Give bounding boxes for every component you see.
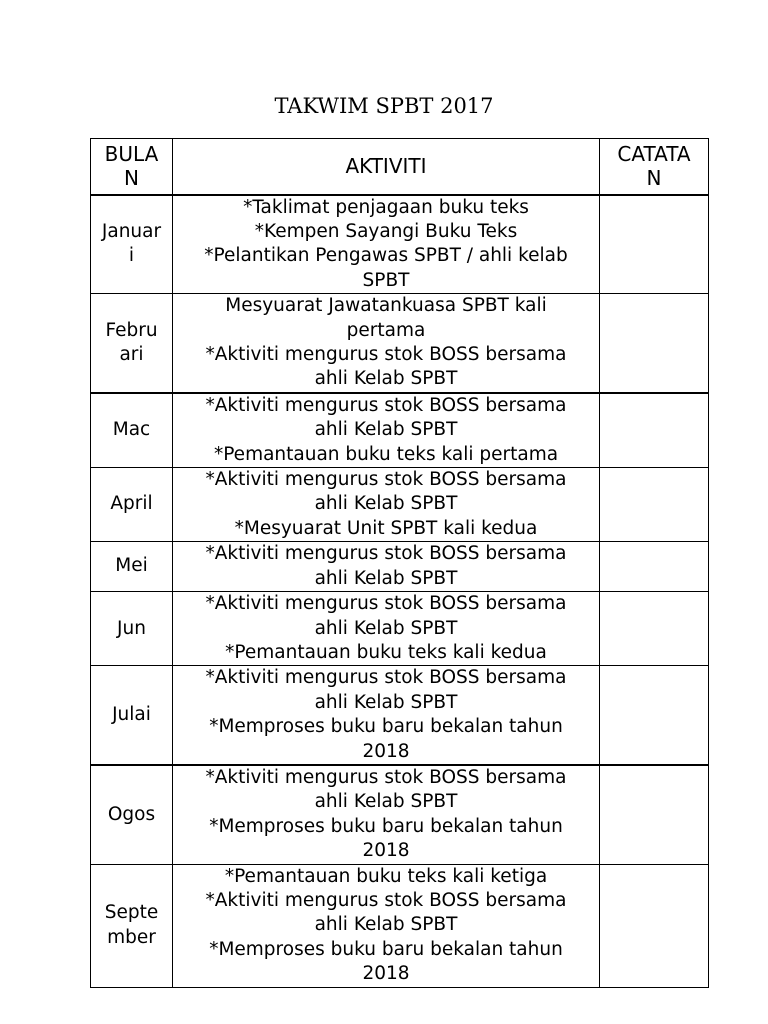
aktiviti-line: *Memproses buku baru bekalan tahun [209, 815, 563, 837]
aktiviti-line: ahli Kelab SPBT [314, 914, 458, 936]
aktiviti-line: 2018 [362, 963, 410, 985]
aktiviti-line: ahli Kelab SPBT [314, 419, 458, 441]
header-catatan [600, 139, 709, 195]
aktiviti-line: *Pelantikan Pengawas SPBT / ahli kelab [204, 245, 568, 267]
cell-aktiviti [173, 393, 600, 468]
cell-bulan [91, 592, 173, 666]
table-body [91, 195, 709, 988]
cell-catatan [600, 467, 709, 541]
aktiviti-line: ahli Kelab SPBT [314, 791, 458, 813]
header-bulan [91, 139, 173, 195]
header-catatan-line: CATATA [617, 142, 691, 167]
aktiviti-line: Mesyuarat Jawatankuasa SPBT kali [225, 295, 547, 317]
table-row [91, 592, 709, 666]
aktiviti-line: *Aktiviti mengurus stok BOSS bersama [205, 394, 567, 416]
bulan-line: Febru [105, 319, 158, 341]
cell-bulan [91, 467, 173, 541]
aktiviti-line: *Aktiviti mengurus stok BOSS bersama [205, 343, 567, 365]
aktiviti-line: 2018 [362, 840, 410, 862]
cell-bulan [91, 393, 173, 468]
bulan-line: Januar [101, 220, 162, 242]
bulan-line: ari [119, 343, 144, 365]
table-row [91, 195, 709, 294]
cell-catatan [600, 666, 709, 765]
bulan-line: mber [107, 926, 156, 948]
cell-bulan [91, 195, 173, 294]
table-row [91, 294, 709, 393]
aktiviti-line: *Pemantauan buku teks kali kedua [225, 642, 547, 663]
aktiviti-line: ahli Kelab SPBT [314, 368, 458, 390]
cell-aktiviti [173, 666, 600, 765]
aktiviti-line: *Aktiviti mengurus stok BOSS bersama [205, 593, 567, 615]
aktiviti-line: *Aktiviti mengurus stok BOSS bersama [205, 767, 567, 789]
aktiviti-line: pertama [346, 319, 426, 341]
bulan-line: Ogos [107, 803, 156, 825]
cell-catatan [600, 195, 709, 294]
aktiviti-line: *Memproses buku baru bekalan tahun [209, 938, 563, 960]
aktiviti-line: 2018 [362, 740, 410, 762]
aktiviti-line: *Kempen Sayangi Buku Teks [254, 220, 518, 242]
table-row [91, 666, 709, 765]
cell-catatan [600, 864, 709, 987]
aktiviti-line: *Taklimat penjagaan buku teks [243, 196, 529, 218]
cell-catatan [600, 542, 709, 592]
cell-catatan [600, 765, 709, 864]
cell-aktiviti [173, 467, 600, 541]
cell-catatan [600, 393, 709, 468]
header-aktiviti: AKTIVITI [173, 139, 600, 195]
cell-aktiviti [173, 765, 600, 864]
aktiviti-line: *Aktiviti mengurus stok BOSS bersama [205, 543, 567, 565]
bulan-line: Mei [115, 555, 148, 577]
cell-bulan [91, 765, 173, 864]
header-catatan-line: N [646, 166, 662, 191]
cell-aktiviti [173, 864, 600, 987]
takwim-table [90, 138, 709, 988]
aktiviti-line: ahli Kelab SPBT [314, 493, 458, 515]
aktiviti-line: *Pemantauan buku teks kali pertama [213, 443, 559, 465]
aktiviti-line: *Aktiviti mengurus stok BOSS bersama [205, 890, 567, 912]
aktiviti-line: *Aktiviti mengurus stok BOSS bersama [205, 468, 567, 490]
aktiviti-line: ahli Kelab SPBT [314, 567, 458, 589]
aktiviti-line: *Memproses buku baru bekalan tahun [209, 716, 563, 738]
cell-bulan [91, 864, 173, 987]
cell-aktiviti [173, 294, 600, 393]
cell-aktiviti [173, 195, 600, 294]
aktiviti-line: *Mesyuarat Unit SPBT kali kedua [234, 517, 538, 539]
table-header-row [91, 139, 709, 195]
header-bulan-line: N [124, 166, 139, 191]
bulan-line: Julai [112, 704, 151, 726]
cell-aktiviti [173, 592, 600, 666]
bulan-line: April [110, 493, 153, 515]
bulan-line: Jun [117, 617, 146, 639]
aktiviti-line: *Pemantauan buku teks kali ketiga [224, 865, 548, 887]
aktiviti-line: ahli Kelab SPBT [314, 691, 458, 713]
document-title: TAKWIM SPBT 2017 [274, 94, 494, 118]
cell-aktiviti [173, 542, 600, 592]
cell-bulan [91, 294, 173, 393]
bulan-line: Mac [112, 419, 151, 441]
table-row [91, 542, 709, 592]
bulan-line: i [128, 245, 135, 267]
aktiviti-line: *Aktiviti mengurus stok BOSS bersama [205, 667, 567, 689]
cell-catatan [600, 294, 709, 393]
aktiviti-line: ahli Kelab SPBT [314, 617, 458, 639]
cell-catatan [600, 592, 709, 666]
bulan-line: Septe [104, 902, 159, 924]
cell-bulan [91, 666, 173, 765]
table-row [91, 765, 709, 864]
table-row [91, 467, 709, 541]
cell-bulan [91, 542, 173, 592]
aktiviti-line: SPBT [362, 269, 410, 291]
table-row [91, 864, 709, 987]
header-bulan-line: BULA [104, 142, 159, 167]
table-row [91, 393, 709, 468]
